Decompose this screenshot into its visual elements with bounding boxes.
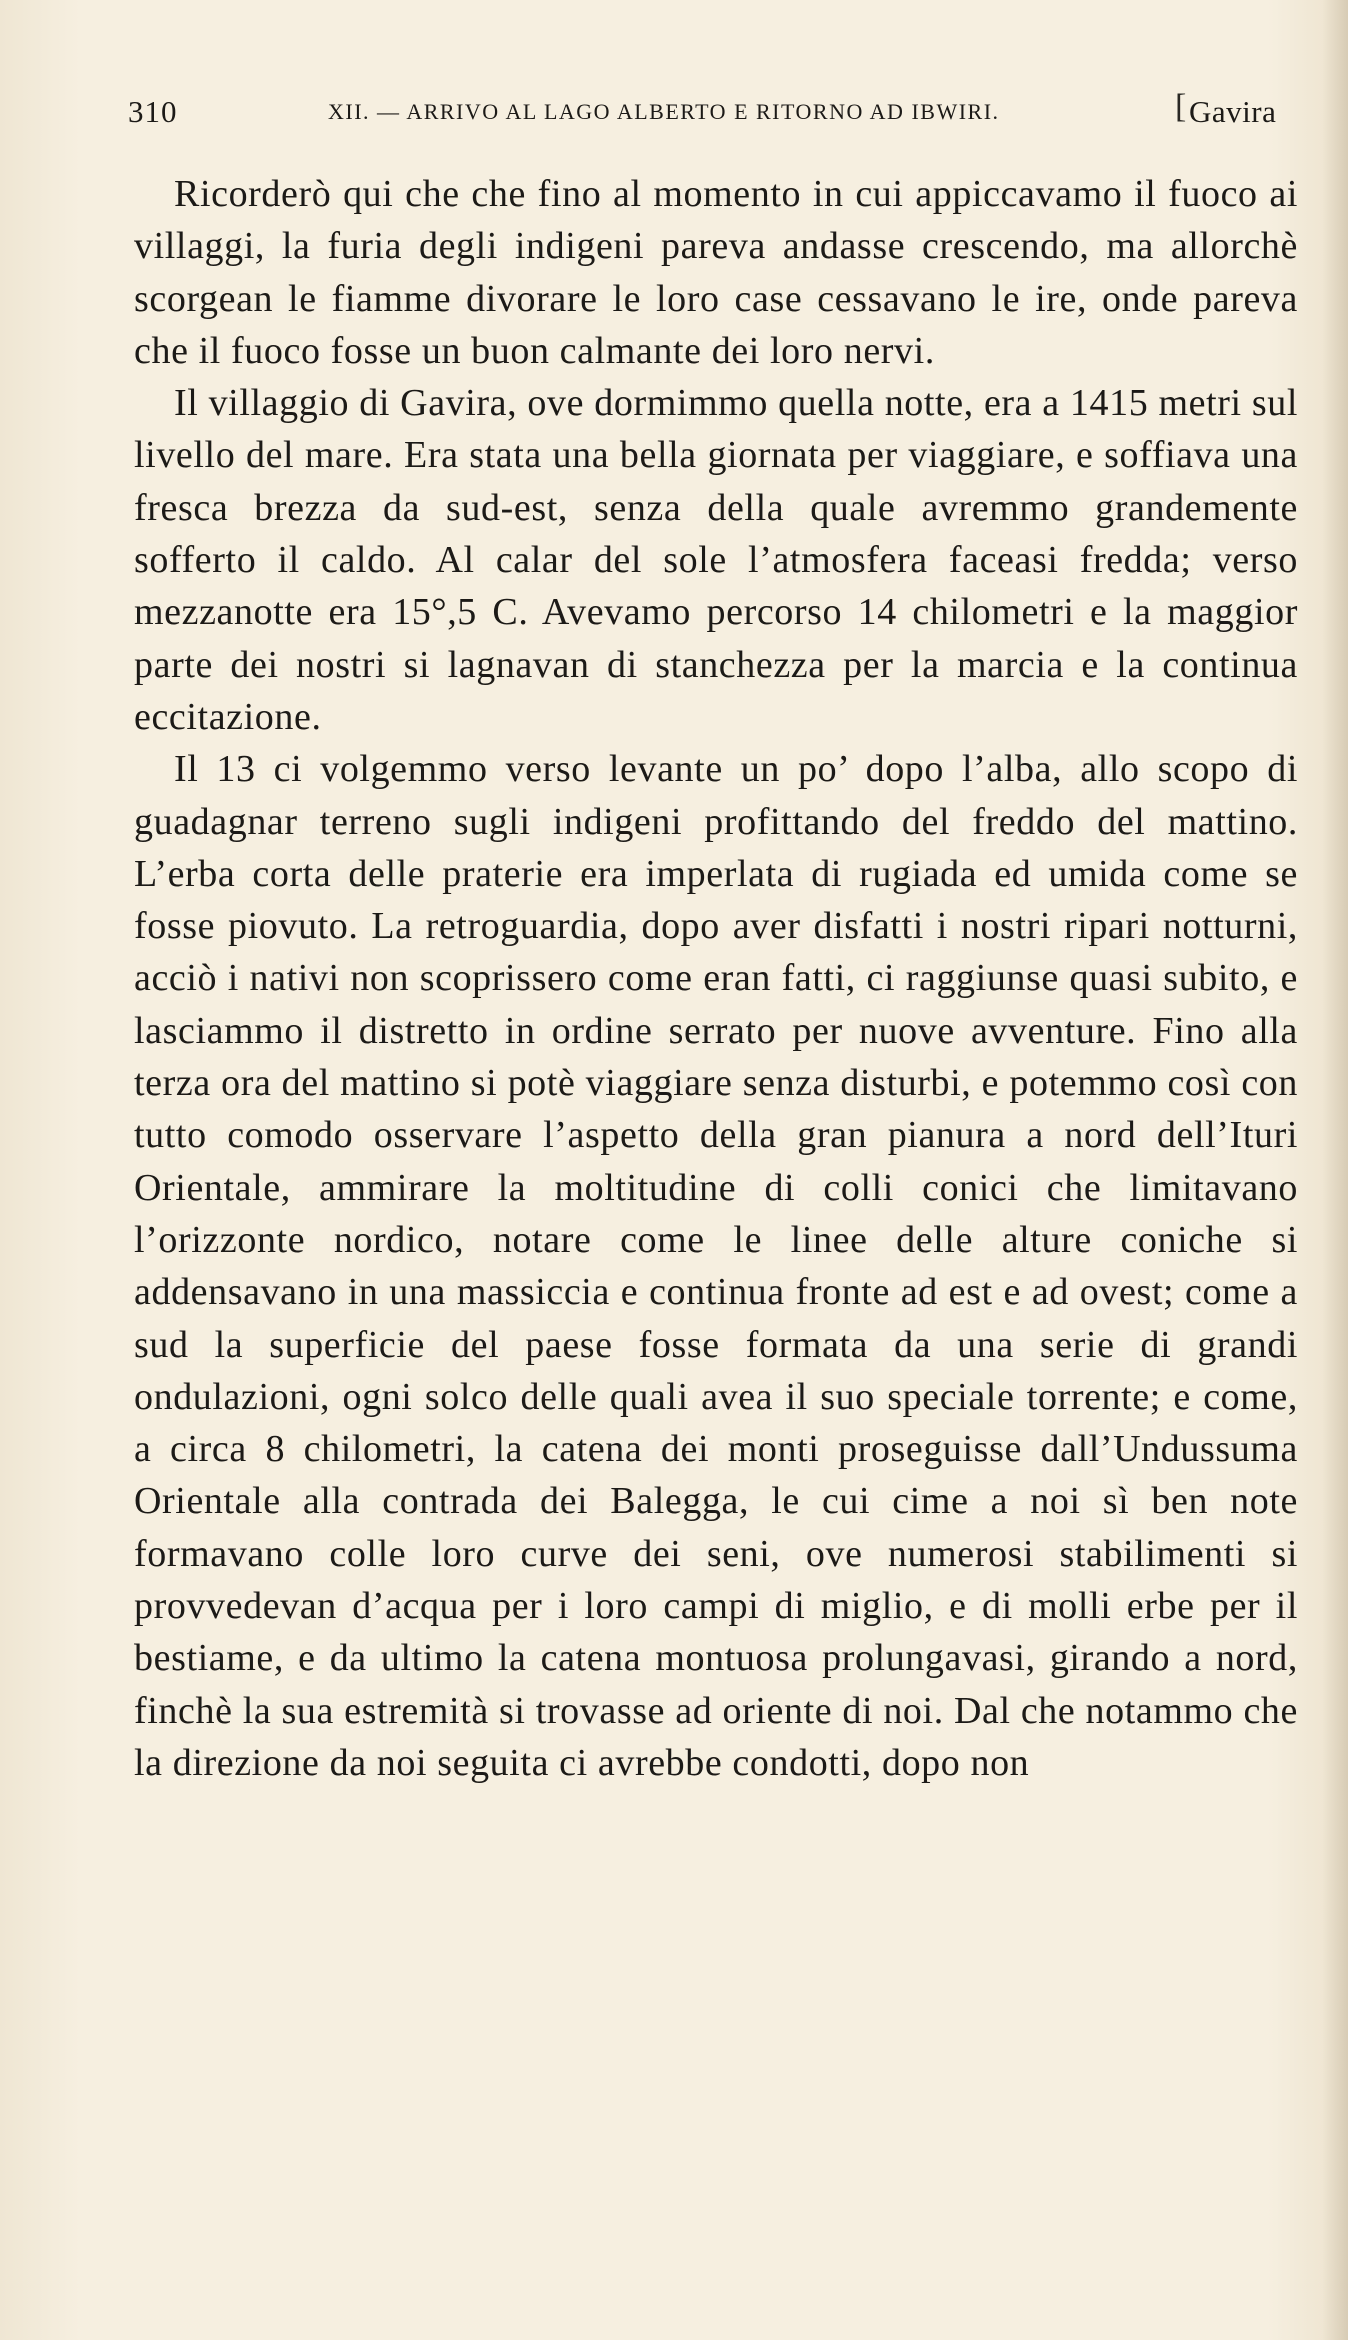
section-bracket: [ <box>1175 88 1187 125</box>
paragraph: Ricorderò qui che che fino al momento in cui appiccavamo il fuoco ai villaggi, la furia degli indigeni pareva andasse crescendo, ma allorchè scorgean le fiamme divorare le loro case cessavano le ire, onde pareva che il fuoco fosse un buon calmante dei loro nervi. <box>134 173 1298 372</box>
page-edge-shadow <box>1322 0 1348 2340</box>
paragraph: Il villaggio di Gavira, ove dormimmo quella notte, era a 1415 metri sul livello del mare. Era stata una bella giornata per viaggiare, e soffiava una fresca brezza da sud-est, senza della quale avremmo grandemente sofferto il caldo. Al calar del sole l’atmosfera faceasi fredda; verso mezzanotte era 15°,5 C. Avevamo percorso 14 chilometri e la maggior parte dei nostri si lagnavan di stanchezza per la marcia e la continua eccitazione. <box>134 382 1298 738</box>
paragraph: Il 13 ci volgemmo verso levante un po’ dopo l’alba, allo scopo di guadagnar terreno sugli indigeni profittando del freddo del mattino. L’erba corta delle praterie era imperlata di rugiada ed umida come se fosse piovuto. La retroguardia, dopo aver disfatti i nostri ripari notturni, acciò i nativi non scoprissero come eran fatti, ci raggiunse quasi subito, e lasciammo il distretto in ordine serrato per nuove avventure. Fino alla terza ora del mattino si potè viaggiare senza disturbi, e potemmo così con tutto comodo osservare l’aspetto della gran pianura a nord dell’Ituri Orientale, ammirare la moltitudine di colli conici che limitavano l’orizzonte nordico, notare come le linee delle alture coniche si addensavano in una massiccia e continua fronte ad est e ad ovest; come a sud la superficie del paese fosse formata da una serie di grandi ondulazioni, ogni solco delle quali avea il suo speciale torrente; e come, a circa 8 chilometri, la catena dei monti proseguisse dall’Undussuma Orientale alla contrada dei Balegga, le cui cime a noi sì ben note formavano colle loro curve dei seni, ove numerosi stabilimenti si provvedevan d’acqua per i loro campi di miglio, e di molli erbe per il bestiame, e da ultimo la catena montuosa prolungavasi, girando a nord, finchè la sua estremità si trovasse ad oriente di noi. Dal che notammo che la direzione da noi seguita ci avrebbe condotti, dopo non <box>134 748 1298 1784</box>
section-label: Gavira <box>1189 94 1277 129</box>
running-head: XII. — ARRIVO AL LAGO ALBERTO E RITORNO AD IBWIRI. <box>328 99 1000 124</box>
page-header <box>128 88 1300 134</box>
page-number: 310 <box>128 94 178 129</box>
body-text <box>134 168 1298 1789</box>
